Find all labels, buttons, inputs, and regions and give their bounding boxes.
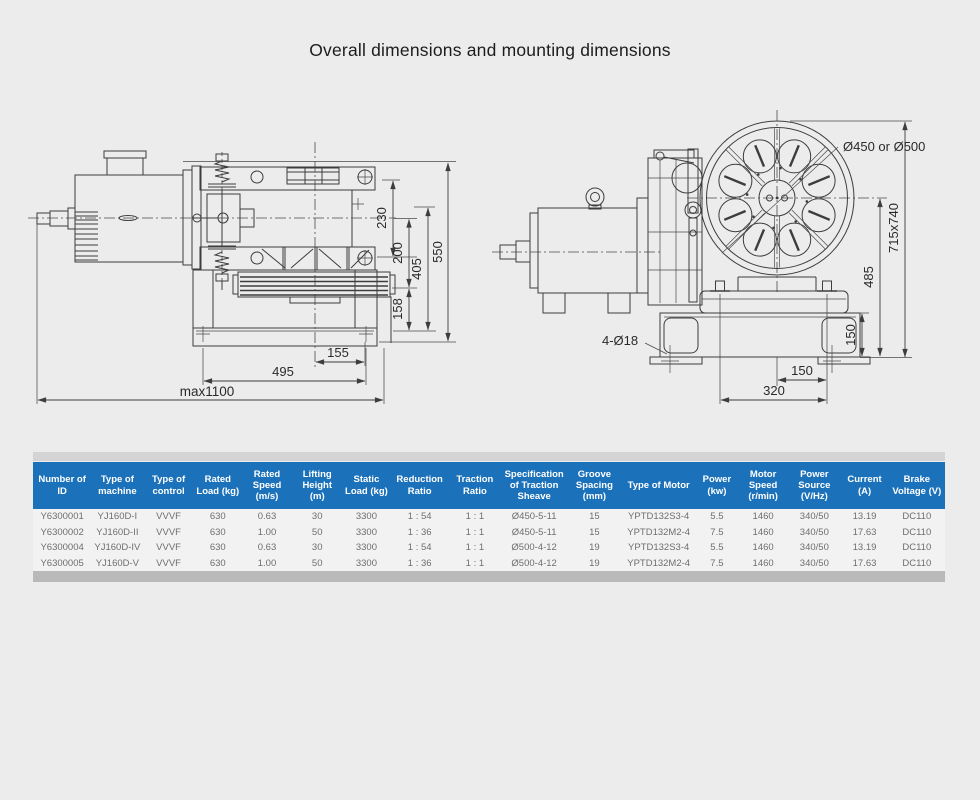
spec-table-body: [33, 509, 945, 571]
table-cell: Y6300002: [40, 526, 84, 538]
spec-table: [33, 462, 945, 571]
dim-label-495: 495: [272, 364, 294, 379]
table-row: [33, 540, 945, 556]
brake-pivot: [685, 202, 701, 218]
table-cell: 19: [589, 557, 600, 569]
dim-label-150-vertical: 150: [843, 324, 858, 346]
dim-label-4-d18: 4-Ø18: [602, 333, 639, 348]
traction-sheave-side: [233, 272, 395, 303]
table-cell: VVVF: [156, 526, 181, 538]
dim-label-200: 200: [390, 242, 405, 264]
table-cell: Y6300001: [40, 511, 84, 523]
header-row: [33, 462, 945, 509]
lifting-bracket: [287, 168, 339, 184]
column-header: Type of Motor: [622, 462, 696, 509]
table-cell: Ø450-5-11: [511, 526, 557, 538]
table-cell: 3300: [355, 526, 377, 538]
table-cell: DC110: [902, 511, 932, 523]
table-cell: 50: [311, 557, 323, 569]
table-cell: 340/50: [799, 542, 829, 554]
column-header: Static Load (kg): [342, 462, 390, 509]
table-cell: 1.00: [257, 557, 277, 569]
column-header: Lifting Height (m): [292, 462, 342, 509]
spec-table-container: [33, 452, 945, 582]
column-header: Type of control: [143, 462, 193, 509]
table-row: [33, 525, 945, 541]
table-cell: YPTD132M2-4: [627, 557, 691, 569]
dim-label-485: 485: [861, 266, 876, 288]
table-cell: DC110: [902, 542, 932, 554]
dim-label-max1100: max1100: [179, 384, 235, 399]
table-cell: 13.19: [852, 511, 877, 523]
motor-shaft: [37, 213, 50, 224]
table-cell: 17.63: [852, 526, 877, 538]
table-cell: 1.00: [257, 526, 277, 538]
brake-release-knob: [656, 152, 664, 160]
table-cell: 3300: [355, 542, 377, 554]
table-cell: 340/50: [799, 557, 829, 569]
table-cell: YJ160D-V: [95, 557, 140, 569]
table-row: [33, 556, 945, 572]
table-cell: 1 : 36: [407, 526, 432, 538]
table-row: [33, 509, 945, 525]
sheave-pedestal: [700, 277, 848, 313]
table-cell: Y6300005: [40, 557, 84, 569]
table-cell: 1460: [752, 557, 774, 569]
column-header: Power Source (V/Hz): [788, 462, 840, 509]
table-cell: 5.5: [710, 511, 724, 523]
table-cell: VVVF: [156, 542, 181, 554]
dim-label-715x740: 715x740: [886, 203, 901, 253]
table-cell: 0.63: [257, 511, 277, 523]
side-view-drawing: [28, 142, 456, 404]
anchor-bolt-marks: [661, 345, 841, 373]
table-cell: 5.5: [710, 542, 724, 554]
table-cell: Ø500-4-12: [511, 542, 557, 554]
dim-label-155: 155: [327, 345, 349, 360]
table-cell: YPTD132S3-4: [628, 542, 690, 554]
table-cell: 30: [311, 511, 323, 523]
table-cell: 17.63: [852, 557, 877, 569]
column-header: Type of machine: [91, 462, 143, 509]
dim-label-405: 405: [409, 258, 424, 280]
table-cell: DC110: [902, 557, 932, 569]
dim-label-230: 230: [374, 207, 389, 229]
table-cell: 3300: [355, 557, 377, 569]
dim-label-158: 158: [390, 298, 405, 320]
brake-spring-top: [215, 161, 229, 182]
table-cell: 1 : 1: [465, 542, 485, 554]
table-top-strip: [33, 452, 945, 461]
table-cell: 1460: [752, 511, 774, 523]
column-header: Number of ID: [33, 462, 91, 509]
table-cell: 630: [209, 542, 226, 554]
table-cell: 630: [209, 511, 226, 523]
table-cell: 1 : 54: [407, 511, 432, 523]
table-cell: 1 : 1: [465, 511, 485, 523]
table-cell: 7.5: [710, 557, 724, 569]
column-header: Brake Voltage (V): [889, 462, 945, 509]
table-cell: VVVF: [156, 511, 181, 523]
column-header: Power (kw): [696, 462, 738, 509]
table-cell: 50: [311, 526, 323, 538]
table-cell: YJ160D-I: [97, 511, 138, 523]
column-header: Specification of Traction Sheave: [501, 462, 567, 509]
front-view-drawing: [492, 110, 925, 404]
table-cell: Ø500-4-12: [511, 557, 557, 569]
table-cell: 7.5: [710, 526, 724, 538]
table-cell: YPTD132M2-4: [627, 526, 691, 538]
table-bottom-strip: [33, 571, 945, 582]
table-cell: 3300: [355, 511, 377, 523]
motor-front-view: [500, 188, 637, 313]
table-cell: 630: [209, 526, 226, 538]
dim-label-150-horizontal: 150: [791, 363, 813, 378]
bedplate-front: [650, 313, 870, 373]
column-header: Rated Load (kg): [194, 462, 242, 509]
page-title: Overall dimensions and mounting dimensions: [309, 40, 671, 60]
table-cell: 340/50: [799, 511, 829, 523]
column-header: Reduction Ratio: [391, 462, 449, 509]
eye-bolt: [586, 188, 604, 206]
dim-label-320: 320: [763, 383, 785, 398]
table-cell: 1460: [752, 542, 774, 554]
table-cell: Y6300004: [40, 542, 84, 554]
dim-label-diameter: Ø450 or Ø500: [843, 139, 926, 154]
table-cell: YJ160D-II: [96, 526, 139, 538]
table-cell: YJ160D-IV: [94, 542, 141, 554]
column-header: Rated Speed (m/s): [242, 462, 292, 509]
dim-label-550: 550: [430, 241, 445, 263]
gearbox-housing: [200, 167, 375, 270]
column-header: Groove Spacing (mm): [567, 462, 621, 509]
table-cell: 340/50: [799, 526, 829, 538]
table-cell: 0.63: [257, 542, 277, 554]
table-cell: 19: [589, 542, 600, 554]
table-cell: Ø450-5-11: [511, 511, 557, 523]
table-cell: 30: [311, 542, 323, 554]
table-cell: 1460: [752, 526, 774, 538]
table-cell: YPTD132S3-4: [628, 511, 690, 523]
table-cell: 1 : 54: [407, 542, 432, 554]
table-cell: 1 : 1: [465, 526, 485, 538]
table-cell: 15: [589, 526, 600, 538]
table-cell: 13.19: [852, 542, 877, 554]
spec-table-head: [33, 462, 945, 509]
column-header: Motor Speed (r/min): [738, 462, 788, 509]
gear-housing-front: [637, 149, 702, 305]
column-header: Current (A): [840, 462, 888, 509]
table-cell: 15: [589, 511, 600, 523]
table-cell: 630: [209, 557, 226, 569]
column-header: Traction Ratio: [449, 462, 501, 509]
table-cell: 1 : 36: [407, 557, 432, 569]
table-cell: DC110: [902, 526, 932, 538]
motor-fins: [75, 212, 98, 260]
sheave-grooves: [240, 277, 388, 295]
table-cell: 1 : 1: [465, 557, 485, 569]
motor-side-view: [37, 151, 201, 269]
table-cell: VVVF: [156, 557, 181, 569]
